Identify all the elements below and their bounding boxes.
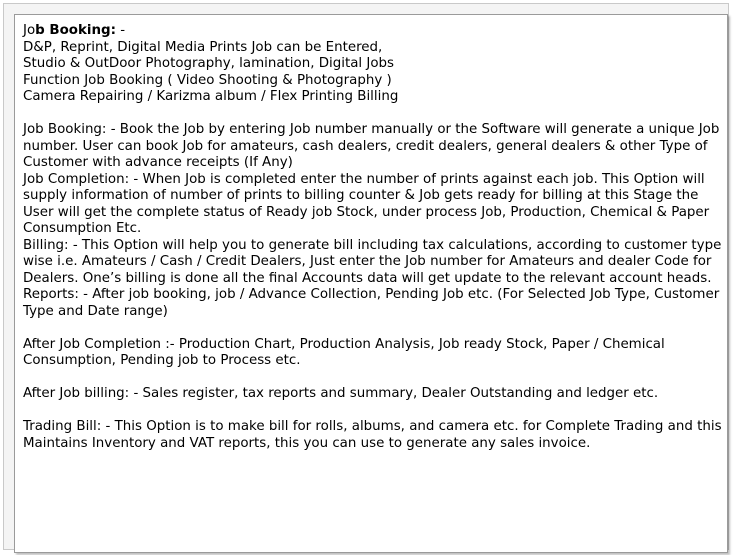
intro-line: Function Job Booking ( Video Shooting & Photography ) (23, 72, 392, 88)
spacer (23, 106, 723, 123)
intro-line: Camera Repairing / Karizma album / Flex Printing Billing (23, 89, 399, 104)
spacer (23, 403, 723, 420)
outer-frame (3, 3, 729, 550)
after-job-completion-paragraph: After Job Completion :- Production Chart, Production Analysis, Job ready Stock, Paper / Chemical Consumption, Pending job to Process etc. (23, 336, 665, 368)
intro-line: Studio & OutDoor Photography, lamination, Digital Jobs (23, 56, 395, 71)
text-area (23, 23, 723, 452)
intro-line: D&P, Reprint, Digital Media Prints Job can be Entered, (23, 39, 383, 55)
job-booking-paragraph: Job Booking: - Book the Job by entering Job number manually or the Software will generate a unique Job number. User can book Job for amateurs, cash dealers, credit dealers, general dealers & other Type of Customer with advance receipts (If Any) (23, 122, 720, 170)
spacer (23, 320, 723, 337)
trading-bill-paragraph: Trading Bill: - This Option is to make bill for rolls, albums, and camera etc. for Complete Trading and this Maintains Inventory and VAT reports, this you can use to generate any sales invoice. (23, 419, 722, 451)
job-completion-paragraph: Job Completion: - When Job is completed enter the number of prints against each job. This Option will supply information of number of prints to billing counter & Job gets ready for billing at this Stage the User will get the complete status of Ready job Stock, under process Job, Production, Chemical & Paper Consumption Etc. (23, 171, 710, 236)
reports-paragraph: Reports: - After job booking, job / Advance Collection, Pending Job etc. (For Selected Job Type, Customer Type and Date range) (23, 287, 720, 319)
heading-bold: b Booking: (35, 23, 116, 38)
content-box (14, 14, 728, 553)
heading-suffix: - (115, 23, 126, 38)
heading (23, 23, 723, 40)
after-job-billing-paragraph: After Job billing: - Sales register, tax reports and summary, Dealer Outstanding and ledger etc. (23, 386, 659, 401)
spacer (23, 370, 723, 387)
heading-prefix: Jo (23, 23, 36, 38)
billing-paragraph: Billing: - This Option will help you to generate bill including tax calculations, according to customer type wise i.e. Amateurs / Cash / Credit Dealers, Just enter the Job number for Amateurs and dealer Code for Dealers. One’s billing is done all the final Accounts data will get update to the relevant account heads. (23, 237, 722, 286)
